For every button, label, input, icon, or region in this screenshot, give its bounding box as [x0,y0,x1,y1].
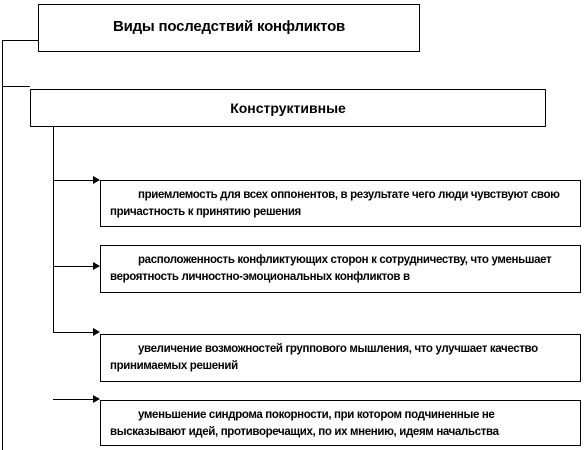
category-box [30,89,546,127]
category-label: Конструктивные [230,100,346,116]
arrowhead-1 [93,176,100,184]
arrowhead-2 [93,262,100,270]
arrow-line-1 [53,180,94,181]
inner-connector-vertical [53,117,54,333]
outer-connector-vertical [2,40,3,450]
consequence-item-text: расположенность конфликтующих сторон к сотрудничеству, что уменьшает вероятность личностно-эмоциональных конфликтов в [110,254,552,283]
consequence-item-1 [100,180,581,227]
arrowhead-4 [93,395,100,403]
consequence-item-2 [100,245,581,293]
arrow-line-4 [53,399,94,400]
arrow-line-3 [53,332,94,333]
consequence-item-text: увеличение возможностей группового мышления, что улучшает качество принимаемых решений [110,343,538,372]
consequence-item-3 [100,334,581,382]
consequence-item-text: уменьшение синдрома покорности, при котором подчиненные не высказывают идей, противоречащих, по их мнению, идеям начальства [110,409,499,438]
arrow-line-2 [53,266,94,267]
diagram-title: Виды последствий конфликтов [112,18,346,35]
outer-connector-top-h [2,40,38,41]
outer-connector-category-h [2,86,30,87]
consequence-item-text: приемлемость для всех оппонентов, в результате чего люди чувствуют свою причастность к принятию решения [110,189,560,218]
arrowhead-3 [93,328,100,336]
consequence-item-4 [100,400,581,446]
diagram-title-box [38,4,420,52]
